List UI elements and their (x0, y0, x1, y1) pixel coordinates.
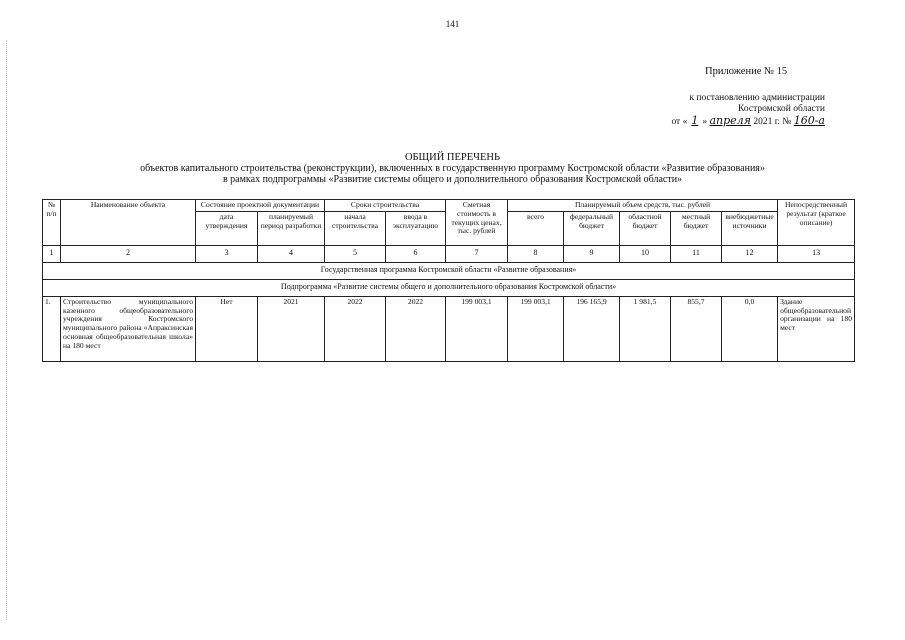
row-construction-start: 2022 (325, 296, 386, 361)
row-result: Здание общеобразовательной организации на 180 мест (778, 296, 855, 361)
row-num: 1. (43, 296, 61, 361)
row-construction-commission: 2022 (386, 296, 446, 361)
handwritten-month: апреля (709, 114, 751, 127)
decree-line-1: к постановлению администрации (689, 93, 825, 103)
document-title (0, 152, 905, 185)
scan-edge-marks (6, 40, 8, 620)
row-estimate: 199 003,1 (446, 296, 508, 361)
row-object-name: Строительство муниципального казенного общеобразовательного учреждения Костромского муниципального района «Апраксинская основная общеобразовательная школа» на 180 мест (61, 296, 196, 361)
program-row (43, 262, 855, 279)
column-number: 13 (778, 245, 855, 262)
row-federal: 196 165,9 (564, 296, 620, 361)
header-result: Непосредственный результат (краткое описание) (778, 200, 855, 246)
decree-block (620, 93, 825, 128)
header-federal: федеральный бюджет (564, 211, 620, 245)
column-number: 1 (43, 245, 61, 262)
column-number: 11 (671, 245, 722, 262)
row-extrabudget: 0,0 (722, 296, 778, 361)
decree-date-line (620, 115, 825, 128)
header-num: № п/п (43, 200, 61, 246)
date-prefix: от « (671, 117, 688, 127)
header-construction-terms: Сроки строительства (325, 200, 446, 212)
column-number: 8 (508, 245, 564, 262)
header-planned-volume: Планируемый объем средств, тыс. рублей (508, 200, 778, 212)
title-line-3: в рамках подпрограммы «Развитие системы общего и дополнительного образования Костромской области» (222, 174, 683, 185)
header-extrabudget: внебюджетные источники (722, 211, 778, 245)
column-number: 3 (196, 245, 258, 262)
header-construction-commission: ввода в эксплуатацию (386, 211, 446, 245)
header-row-1 (43, 200, 855, 212)
table-row (43, 296, 855, 361)
row-regional: 1 981,5 (620, 296, 671, 361)
title-main: ОБЩИЙ ПЕРЕЧЕНЬ (404, 152, 501, 163)
page-number: 141 (445, 19, 460, 29)
column-number: 7 (446, 245, 508, 262)
column-number: 9 (564, 245, 620, 262)
program-title: Государственная программа Костромской области «Развитие образования» (43, 262, 855, 279)
header-local: местный бюджет (671, 211, 722, 245)
header-estimate: Сметная стоимость в текущих ценах, тыс. рублей (446, 200, 508, 246)
header-design-approval: дата утверждения (196, 211, 258, 245)
column-number: 10 (620, 245, 671, 262)
header-design-planned: планируемый период разработки (258, 211, 325, 245)
row-design-planned: 2021 (258, 296, 325, 361)
header-name: Наименование объекта (61, 200, 196, 246)
subprogram-row (43, 279, 855, 296)
decree-line-2: Костромской области (738, 104, 825, 114)
header-regional: областной бюджет (620, 211, 671, 245)
row-total: 199 003,1 (508, 296, 564, 361)
header-design-state: Состояние проектной документации (196, 200, 325, 212)
row-design-approval: Нет (196, 296, 258, 361)
title-line-2: объектов капитального строительства (реконструкции), включенных в государственную программу Костромской области «Развитие образования» (140, 163, 765, 174)
handwritten-decree-number: 160-а (793, 114, 825, 127)
handwritten-day: 1 (691, 114, 699, 127)
objects-table (42, 199, 855, 362)
header-total: всего (508, 211, 564, 245)
header-construction-start: начала строительства (325, 211, 386, 245)
date-year-no: 2021 г. № (753, 117, 792, 127)
column-number: 5 (325, 245, 386, 262)
column-number: 6 (386, 245, 446, 262)
appendix-number: Приложение № 15 (705, 66, 788, 77)
column-number: 2 (61, 245, 196, 262)
column-number: 4 (258, 245, 325, 262)
column-number-row (43, 245, 855, 262)
row-local: 855,7 (671, 296, 722, 361)
subprogram-title: Подпрограмма «Развитие системы общего и дополнительного образования Костромской области» (43, 279, 855, 296)
date-mid: » (702, 117, 708, 127)
column-number: 12 (722, 245, 778, 262)
